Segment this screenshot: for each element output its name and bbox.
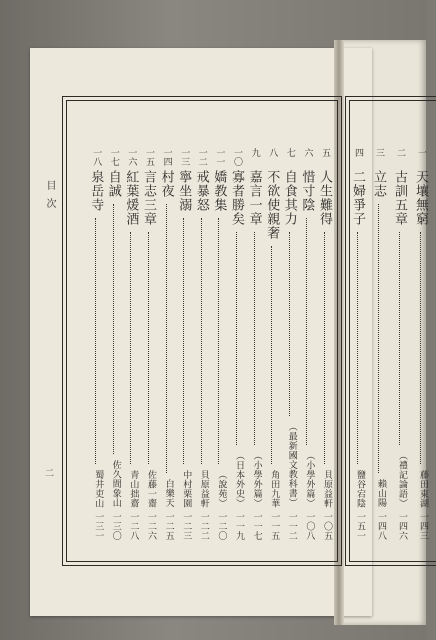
margin-label: 目次 xyxy=(44,180,55,216)
toc-entry-title: 寧坐溺 xyxy=(176,170,192,212)
toc-entry-title: 自食其力 xyxy=(281,170,297,226)
toc-entry[interactable] xyxy=(89,170,102,540)
page-number: 二 xyxy=(43,468,53,477)
toc-entry-page: 一一五 xyxy=(269,511,280,540)
toc-entry-title: 二婦爭子 xyxy=(350,170,365,226)
toc-entry-title: 寡者勝矣 xyxy=(229,170,244,226)
toc-entry-number: 三 xyxy=(374,148,384,157)
toc-entry-number: 一 xyxy=(416,148,426,157)
toc-entry-author: 藤田東湖 xyxy=(418,469,428,508)
toc-entry[interactable] xyxy=(177,170,190,540)
toc-entry-title: 人生難得 xyxy=(317,170,332,226)
toc-entry-number: 九 xyxy=(249,148,260,157)
leader-dots xyxy=(271,246,272,464)
toc-entry-author: （說苑） xyxy=(216,469,227,508)
toc-entry-author: 青山拙齋 xyxy=(128,469,139,508)
toc-entry-number: 一一 xyxy=(214,148,225,166)
toc-entry-page: 一二八 xyxy=(128,511,139,540)
toc-entry-number: 四 xyxy=(353,148,363,157)
toc-entry-number: 八 xyxy=(267,148,278,157)
toc-entry-title: 不欲使親奢 xyxy=(264,170,280,240)
toc-entry-number: 六 xyxy=(302,148,313,157)
toc-entry-page: 一二三 xyxy=(181,511,192,540)
leader-dots xyxy=(113,204,114,454)
toc-entry-page: 一二六 xyxy=(146,511,156,540)
toc-entry-title: 泉岳寺 xyxy=(88,170,104,212)
toc-entry-page: 一二〇 xyxy=(216,511,227,540)
toc-entry-author: 蜀井吏山 xyxy=(93,469,104,508)
toc-entry[interactable] xyxy=(318,170,331,540)
leader-dots xyxy=(254,232,255,445)
toc-entry-page: 一三一 xyxy=(93,511,104,540)
toc-entry-number: 一〇 xyxy=(232,148,242,166)
toc-entry[interactable] xyxy=(372,170,385,540)
toc-entry-title: 天壤無窮 xyxy=(413,170,428,226)
toc-entry-number: 七 xyxy=(284,148,295,157)
toc-entry-title: 言志三章 xyxy=(141,170,156,226)
toc-entry-title: 立志 xyxy=(371,170,386,198)
toc-entry-number: 一七 xyxy=(108,148,119,166)
leader-dots xyxy=(357,232,358,464)
leader-dots xyxy=(289,232,290,416)
toc-entry-page: 一四三 xyxy=(418,511,428,540)
toc-entry-number: 一五 xyxy=(144,148,154,166)
toc-entry[interactable] xyxy=(265,170,278,540)
leader-dots xyxy=(378,204,379,473)
toc-entry-title: 惜寸陰 xyxy=(299,170,315,212)
leader-dots xyxy=(306,218,307,445)
toc-entry-author: 貝原益軒 xyxy=(322,469,332,508)
toc-entry-page: 一〇八 xyxy=(304,511,315,540)
toc-entry-author: （小學外篇） xyxy=(251,450,262,508)
toc-entry-author: 佐久間象山 xyxy=(110,460,121,508)
toc-entry-author: 賴山陽 xyxy=(376,479,386,508)
toc-entry-number: 一六 xyxy=(126,148,137,166)
toc-entry-number: 一二 xyxy=(196,148,207,166)
toc-entry-title: 古訓五章 xyxy=(392,170,407,226)
leader-dots xyxy=(201,218,202,464)
toc-entry-page: 一三〇 xyxy=(110,511,121,540)
toc-entry[interactable] xyxy=(107,170,120,540)
leader-dots xyxy=(148,232,149,464)
toc-entry-page: 一四六 xyxy=(397,511,407,540)
toc-entry-title: 紅葉煖酒 xyxy=(123,170,139,226)
leader-dots xyxy=(218,218,219,464)
toc-entry-page: 一四八 xyxy=(376,511,386,540)
toc-entry[interactable] xyxy=(351,170,364,540)
toc-entry-author: （日本外史） xyxy=(234,450,244,508)
leader-dots xyxy=(130,232,131,464)
toc-entry[interactable] xyxy=(248,170,261,540)
toc-entry-page: 一一七 xyxy=(251,511,262,540)
toc-entry[interactable] xyxy=(414,170,427,540)
toc-entry[interactable] xyxy=(230,170,243,540)
toc-entry-page: 一二五 xyxy=(163,511,174,540)
toc-entry[interactable] xyxy=(142,170,155,540)
toc-entry-author: （禮記論語） xyxy=(397,450,407,508)
toc-entry[interactable] xyxy=(212,170,225,540)
leader-dots xyxy=(95,218,96,464)
toc-entry-author: 貝原益軒 xyxy=(198,469,209,508)
toc-entry-author: （最新國文教科書） xyxy=(286,422,297,508)
toc-entry-title: 村夜 xyxy=(158,170,174,198)
toc-entry-number: 一八 xyxy=(91,148,102,166)
leader-dots xyxy=(399,232,400,445)
toc-entry-title: 嬌教集 xyxy=(211,170,227,212)
toc-entry-number: 一四 xyxy=(161,148,172,166)
toc-entry-page: 一五一 xyxy=(355,511,365,540)
leader-dots xyxy=(236,232,237,445)
toc-entry-page: 一一二 xyxy=(286,511,297,540)
toc-entry[interactable] xyxy=(124,170,137,540)
toc-entry[interactable] xyxy=(160,170,173,540)
toc-entry[interactable] xyxy=(283,170,296,540)
toc-entry-title: 自誠 xyxy=(105,170,121,198)
leader-dots xyxy=(183,218,184,464)
toc-entry-title: 嘉言一章 xyxy=(246,170,262,226)
toc-entry-number: 一三 xyxy=(179,148,190,166)
leader-dots xyxy=(324,232,325,464)
toc-entry-title: 戒暴怒 xyxy=(193,170,209,212)
toc-entry-author: 佐藤一齋 xyxy=(146,469,156,508)
toc-entry[interactable] xyxy=(393,170,406,540)
leader-dots xyxy=(420,232,421,464)
toc-entry-number: 二 xyxy=(395,148,405,157)
toc-entry-author: 鹽谷宕陰 xyxy=(355,469,365,508)
toc-entry-page: 一〇五 xyxy=(322,511,332,540)
toc-entry[interactable] xyxy=(300,170,313,540)
toc-entry-number: 五 xyxy=(320,148,330,157)
toc-entry-author: （小學外篇） xyxy=(304,450,315,508)
toc-entry-author: 角田九華 xyxy=(269,469,280,508)
toc-entry[interactable] xyxy=(195,170,208,540)
toc-entry-page: 一一九 xyxy=(234,511,244,540)
toc-entry-page: 一二二 xyxy=(198,511,209,540)
toc-entry-author: 白樂天 xyxy=(163,479,174,508)
leader-dots xyxy=(166,204,167,473)
toc-entry-author: 中村栗園 xyxy=(181,469,192,508)
